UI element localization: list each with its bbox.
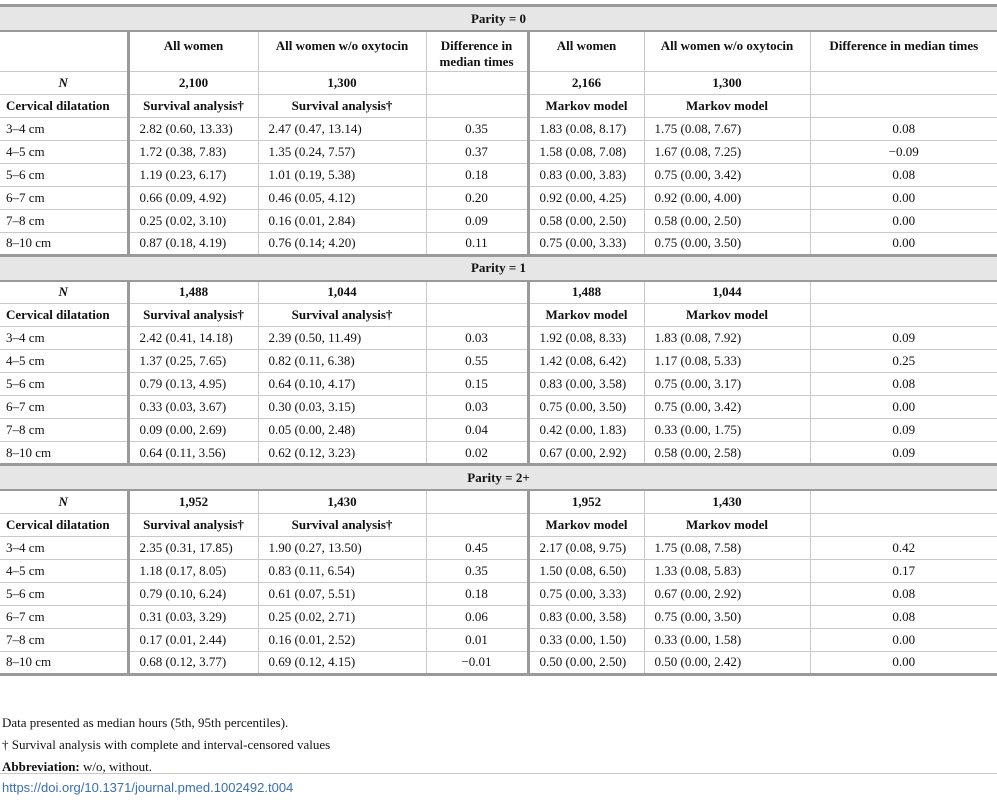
table-cell: 0.16 (0.01, 2.52) (258, 628, 426, 651)
table-row (0, 582, 997, 605)
table-row (0, 419, 997, 442)
table-cell: −0.09 (810, 140, 997, 163)
table-cell: 2.39 (0.50, 11.49) (258, 327, 426, 350)
dilatation-range: 4–5 cm (0, 140, 128, 163)
dilatation-range: 7–8 cm (0, 209, 128, 232)
n-label: N (0, 490, 128, 513)
table-row (0, 442, 997, 465)
table-cell: 0.83 (0.00, 3.83) (528, 163, 644, 186)
table-cell: 0.45 (426, 536, 528, 559)
n-value: 1,952 (528, 490, 644, 513)
n-value: 2,100 (128, 71, 258, 94)
method-label: Survival analysis† (258, 94, 426, 117)
empty-cell (426, 304, 528, 327)
table-cell: 0.00 (810, 209, 997, 232)
table-cell: 0.92 (0.00, 4.25) (528, 186, 644, 209)
empty-cell (810, 304, 997, 327)
header-blank (0, 31, 128, 71)
table-row (0, 140, 997, 163)
table-cell: 0.33 (0.00, 1.75) (644, 419, 810, 442)
table-row (0, 232, 997, 255)
n-label: N (0, 71, 128, 94)
table-cell: 0.68 (0.12, 3.77) (128, 651, 258, 674)
dilatation-range: 8–10 cm (0, 442, 128, 465)
table-cell: 0.37 (426, 140, 528, 163)
table-cell: 0.75 (0.00, 3.42) (644, 396, 810, 419)
table-row (0, 396, 997, 419)
n-value: 2,166 (528, 71, 644, 94)
footnote-abbreviation (2, 756, 330, 778)
method-label: Markov model (528, 94, 644, 117)
table-cell: 0.15 (426, 373, 528, 396)
table-cell: 0.79 (0.10, 6.24) (128, 582, 258, 605)
table-cell: 2.17 (0.08, 9.75) (528, 536, 644, 559)
table-cell: 0.00 (810, 651, 997, 674)
table-cell: 1.42 (0.08, 6.42) (528, 350, 644, 373)
table-cell: 1.83 (0.08, 8.17) (528, 117, 644, 140)
table-row (0, 628, 997, 651)
table-cell: 0.09 (426, 209, 528, 232)
dilatation-range: 5–6 cm (0, 163, 128, 186)
table-cell: 0.33 (0.03, 3.67) (128, 396, 258, 419)
n-value: 1,300 (258, 71, 426, 94)
table-cell: 1.67 (0.08, 7.25) (644, 140, 810, 163)
abbreviation-text: w/o, without. (79, 759, 152, 774)
dilatation-range: 3–4 cm (0, 536, 128, 559)
footnote-data-description: Data presented as median hours (5th, 95th percentiles). (2, 715, 289, 730)
method-row (0, 304, 997, 327)
parity-section-header (0, 6, 997, 32)
table-cell: 2.35 (0.31, 17.85) (128, 536, 258, 559)
table-cell: 0.50 (0.00, 2.42) (644, 651, 810, 674)
table-row (0, 163, 997, 186)
table-cell: 0.58 (0.00, 2.58) (644, 442, 810, 465)
dilatation-range: 4–5 cm (0, 350, 128, 373)
table-cell: 0.82 (0.11, 6.38) (258, 350, 426, 373)
method-label: Survival analysis† (258, 304, 426, 327)
footnote-dagger: † Survival analysis with complete and interval-censored values (2, 737, 331, 752)
abbreviation-label: Abbreviation: (2, 759, 80, 774)
n-value: 1,488 (528, 281, 644, 304)
parity-section-header (0, 465, 997, 491)
empty-cell (810, 94, 997, 117)
table-cell: 0.17 (810, 559, 997, 582)
table-cell: 0.69 (0.12, 4.15) (258, 651, 426, 674)
column-header: All women w/o oxytocin (644, 31, 810, 71)
divider (0, 773, 997, 774)
table-cell: 1.35 (0.24, 7.57) (258, 140, 426, 163)
table-cell: 1.17 (0.08, 5.33) (644, 350, 810, 373)
empty-cell (810, 281, 997, 304)
table-row (0, 536, 997, 559)
n-value: 1,952 (128, 490, 258, 513)
table-cell: 0.58 (0.00, 2.50) (528, 209, 644, 232)
column-header: All women w/o oxytocin (258, 31, 426, 71)
table-cell: 1.90 (0.27, 13.50) (258, 536, 426, 559)
table-cell: 0.35 (426, 559, 528, 582)
column-header: Difference in median times (810, 31, 997, 71)
parity-section-header (0, 255, 997, 281)
method-label: Markov model (644, 513, 810, 536)
method-label: Survival analysis† (128, 94, 258, 117)
table-cell: 0.18 (426, 163, 528, 186)
table-cell: 0.50 (0.00, 2.50) (528, 651, 644, 674)
empty-cell (426, 94, 528, 117)
table-cell: 0.75 (0.00, 3.50) (644, 605, 810, 628)
table-row (0, 350, 997, 373)
column-header: All women (128, 31, 258, 71)
table-cell: 1.72 (0.38, 7.83) (128, 140, 258, 163)
table-cell: 0.64 (0.11, 3.56) (128, 442, 258, 465)
table-cell: 0.03 (426, 327, 528, 350)
table-cell: 0.62 (0.12, 3.23) (258, 442, 426, 465)
sample-size-row (0, 71, 997, 94)
table-cell: 2.47 (0.47, 13.14) (258, 117, 426, 140)
table-cell: 2.82 (0.60, 13.33) (128, 117, 258, 140)
dilatation-range: 8–10 cm (0, 651, 128, 674)
table-row (0, 605, 997, 628)
table-cell: 1.75 (0.08, 7.67) (644, 117, 810, 140)
table-footnotes (2, 712, 330, 778)
table-cell: 0.87 (0.18, 4.19) (128, 232, 258, 255)
table-cell: 0.00 (810, 628, 997, 651)
n-value: 1,044 (644, 281, 810, 304)
table-cell: 0.08 (810, 373, 997, 396)
n-value: 1,430 (644, 490, 810, 513)
table-cell: 0.35 (426, 117, 528, 140)
table-cell: 0.55 (426, 350, 528, 373)
table-cell: 0.75 (0.00, 3.33) (528, 582, 644, 605)
table-cell: 0.75 (0.00, 3.33) (528, 232, 644, 255)
dilatation-range: 6–7 cm (0, 186, 128, 209)
table-cell: 1.01 (0.19, 5.38) (258, 163, 426, 186)
table-cell: 0.00 (810, 232, 997, 255)
cervical-dilatation-label: Cervical dilatation (0, 513, 128, 536)
method-label: Survival analysis† (128, 304, 258, 327)
parity-title: Parity = 1 (0, 255, 997, 281)
table-cell: 0.61 (0.07, 5.51) (258, 582, 426, 605)
cervical-dilatation-label: Cervical dilatation (0, 94, 128, 117)
table-cell: 0.33 (0.00, 1.58) (644, 628, 810, 651)
table-row (0, 327, 997, 350)
table-cell: 1.18 (0.17, 8.05) (128, 559, 258, 582)
dilatation-range: 8–10 cm (0, 232, 128, 255)
table-cell: 0.04 (426, 419, 528, 442)
table-cell: 0.09 (0.00, 2.69) (128, 419, 258, 442)
empty-cell (426, 513, 528, 536)
table-cell: 0.16 (0.01, 2.84) (258, 209, 426, 232)
table-cell: 0.79 (0.13, 4.95) (128, 373, 258, 396)
empty-cell (810, 71, 997, 94)
table-cell: 0.31 (0.03, 3.29) (128, 605, 258, 628)
table-cell: 1.33 (0.08, 5.83) (644, 559, 810, 582)
n-label: N (0, 281, 128, 304)
column-header: All women (528, 31, 644, 71)
table-cell: 0.00 (810, 396, 997, 419)
table-cell: 1.19 (0.23, 6.17) (128, 163, 258, 186)
table-cell: 0.75 (0.00, 3.50) (644, 232, 810, 255)
table-cell: 1.75 (0.08, 7.58) (644, 536, 810, 559)
table-cell: 0.75 (0.00, 3.42) (644, 163, 810, 186)
table-cell: 0.05 (0.00, 2.48) (258, 419, 426, 442)
table-cell: 0.25 (0.02, 3.10) (128, 209, 258, 232)
table-cell: 0.20 (426, 186, 528, 209)
dilatation-range: 3–4 cm (0, 117, 128, 140)
method-label: Survival analysis† (128, 513, 258, 536)
column-header: Difference in median times (426, 31, 528, 71)
table-cell: 0.92 (0.00, 4.00) (644, 186, 810, 209)
table-cell: 0.08 (810, 605, 997, 628)
dilatation-range: 7–8 cm (0, 419, 128, 442)
method-label: Markov model (528, 304, 644, 327)
table-cell: 1.50 (0.08, 6.50) (528, 559, 644, 582)
table-cell: 0.58 (0.00, 2.50) (644, 209, 810, 232)
method-row (0, 94, 997, 117)
table-cell: 1.37 (0.25, 7.65) (128, 350, 258, 373)
table-row (0, 186, 997, 209)
table-cell: 0.08 (810, 582, 997, 605)
table-cell: 0.25 (0.02, 2.71) (258, 605, 426, 628)
table-row (0, 651, 997, 674)
labor-duration-table (0, 4, 997, 676)
empty-cell (426, 281, 528, 304)
dilatation-range: 5–6 cm (0, 373, 128, 396)
dilatation-range: 5–6 cm (0, 582, 128, 605)
n-value: 1,044 (258, 281, 426, 304)
sample-size-row (0, 490, 997, 513)
dilatation-range: 3–4 cm (0, 327, 128, 350)
table-cell: 0.83 (0.00, 3.58) (528, 605, 644, 628)
table-cell: 0.00 (810, 186, 997, 209)
table-cell: 0.11 (426, 232, 528, 255)
table-cell: 1.58 (0.08, 7.08) (528, 140, 644, 163)
method-label: Markov model (528, 513, 644, 536)
table-cell: 0.17 (0.01, 2.44) (128, 628, 258, 651)
table-cell: 0.75 (0.00, 3.17) (644, 373, 810, 396)
table-cell: 0.42 (0.00, 1.83) (528, 419, 644, 442)
table-cell: 1.83 (0.08, 7.92) (644, 327, 810, 350)
n-value: 1,488 (128, 281, 258, 304)
table-cell: 0.83 (0.11, 6.54) (258, 559, 426, 582)
table-cell: 0.08 (810, 163, 997, 186)
empty-cell (426, 490, 528, 513)
table-row (0, 117, 997, 140)
n-value: 1,300 (644, 71, 810, 94)
parity-title: Parity = 2+ (0, 465, 997, 491)
table-cell: 0.06 (426, 605, 528, 628)
column-header-row (0, 31, 997, 71)
table-row (0, 209, 997, 232)
table-cell: 0.33 (0.00, 1.50) (528, 628, 644, 651)
table-cell: 0.18 (426, 582, 528, 605)
empty-cell (810, 513, 997, 536)
method-label: Markov model (644, 94, 810, 117)
table-cell: 0.83 (0.00, 3.58) (528, 373, 644, 396)
method-label: Survival analysis† (258, 513, 426, 536)
table-cell: 0.09 (810, 442, 997, 465)
table-cell: 0.75 (0.00, 3.50) (528, 396, 644, 419)
table-cell: 0.08 (810, 117, 997, 140)
table-cell: 0.09 (810, 327, 997, 350)
dilatation-range: 7–8 cm (0, 628, 128, 651)
n-value: 1,430 (258, 490, 426, 513)
doi-link[interactable]: https://doi.org/10.1371/journal.pmed.1002492.t004 (2, 780, 294, 795)
empty-cell (426, 71, 528, 94)
table-cell: 0.30 (0.03, 3.15) (258, 396, 426, 419)
cervical-dilatation-label: Cervical dilatation (0, 304, 128, 327)
table-cell: 0.67 (0.00, 2.92) (528, 442, 644, 465)
table-cell: 0.67 (0.00, 2.92) (644, 582, 810, 605)
table-cell: 0.09 (810, 419, 997, 442)
table-row (0, 373, 997, 396)
table-cell: 0.64 (0.10, 4.17) (258, 373, 426, 396)
parity-title: Parity = 0 (0, 6, 997, 32)
table-cell: 0.03 (426, 396, 528, 419)
table-cell: −0.01 (426, 651, 528, 674)
table-cell: 0.02 (426, 442, 528, 465)
sample-size-row (0, 281, 997, 304)
dilatation-range: 6–7 cm (0, 396, 128, 419)
table-cell: 0.76 (0.14; 4.20) (258, 232, 426, 255)
empty-cell (810, 490, 997, 513)
table-cell: 0.42 (810, 536, 997, 559)
dilatation-range: 6–7 cm (0, 605, 128, 628)
table-cell: 0.25 (810, 350, 997, 373)
table-cell: 0.46 (0.05, 4.12) (258, 186, 426, 209)
method-row (0, 513, 997, 536)
table-row (0, 559, 997, 582)
table-cell: 1.92 (0.08, 8.33) (528, 327, 644, 350)
table-cell: 0.66 (0.09, 4.92) (128, 186, 258, 209)
table-cell: 0.01 (426, 628, 528, 651)
table-cell: 2.42 (0.41, 14.18) (128, 327, 258, 350)
method-label: Markov model (644, 304, 810, 327)
dilatation-range: 4–5 cm (0, 559, 128, 582)
